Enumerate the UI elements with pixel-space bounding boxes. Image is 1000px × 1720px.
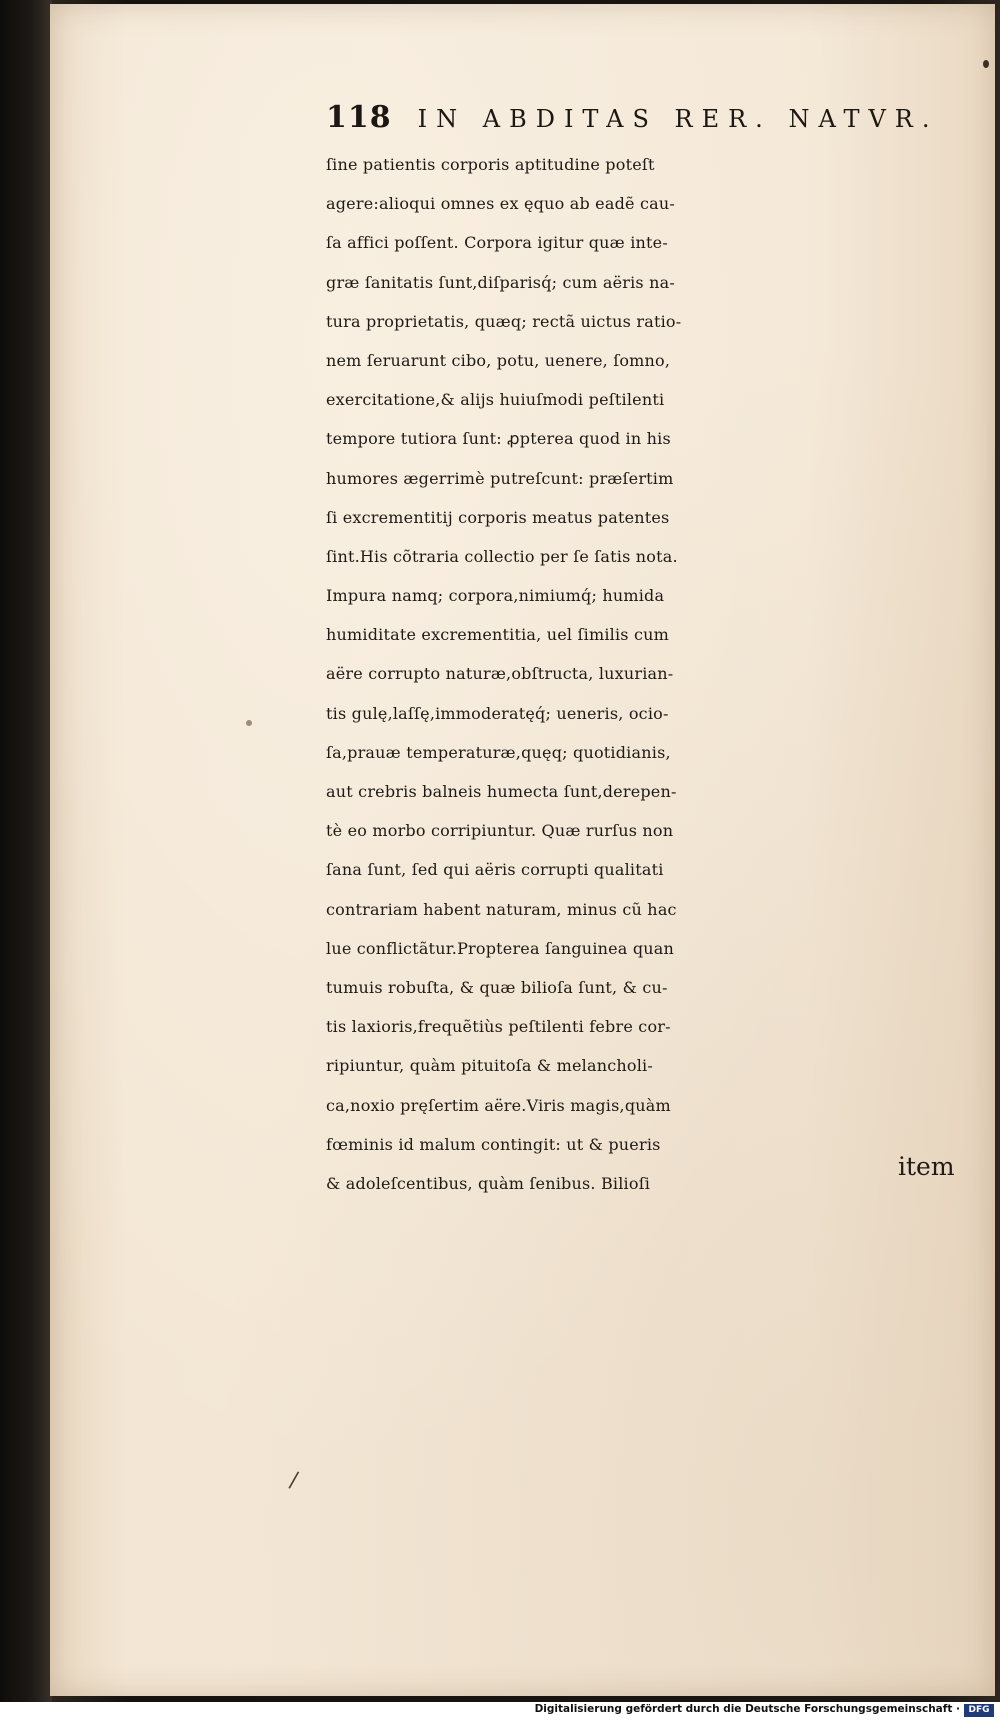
text-line: ſana ſunt, ſed qui aëris corrupti qualitati <box>326 860 664 880</box>
text-line: agere:alioqui omnes ex ęquo ab eadẽ cau- <box>326 194 675 214</box>
text-line: aut crebris balneis humecta ſunt,derepen- <box>326 782 677 801</box>
text-line: ca,noxio pręſertim aëre.Viris magis,quàm <box>326 1095 671 1115</box>
binding-edge <box>0 0 52 1702</box>
page-number: 118 <box>326 100 392 135</box>
pencil-mark: / <box>287 1467 300 1494</box>
text-line: lue conflictãtur.Propterea ſanguinea quan <box>326 938 675 958</box>
text-line: humiditate excrementitia, uel ſimilis cum <box>326 625 670 645</box>
text-line: ſint.His cõtraria collectio per ſe ſatis nota. <box>326 546 678 566</box>
body-text <box>326 145 986 1203</box>
catchword: item <box>898 1152 955 1181</box>
text-line: Impura namq; corpora,nimiumq́; humida <box>326 586 665 606</box>
text-line: ſine patientis corporis aptitudine poteſt <box>326 155 655 174</box>
text-line: ſi excrementitij corporis meatus patentes <box>326 507 670 527</box>
funding-credit: Digitalisierung gefördert durch die Deutsche Forschungsgemeinschaft · <box>534 1703 960 1715</box>
ink-spot <box>983 60 989 68</box>
text-line: & adoleſcentibus, quàm ſenibus. Bilioſi <box>326 1173 651 1193</box>
text-line: tè eo morbo corripiuntur. Quæ rurſus non <box>326 821 674 841</box>
text-line: nem ſeruarunt cibo, potu, uenere, ſomno, <box>326 350 671 370</box>
text-line: tempore tutiora ſunt: ꝓpterea quod in his <box>326 429 671 449</box>
text-line: humores ægerrimè putreſcunt: præſertim <box>326 468 674 488</box>
text-line: tis gulę,laſſę,immoderatęq́; ueneris, ocio- <box>326 703 669 723</box>
text-line: contrariam habent naturam, minus cũ hac <box>326 899 677 919</box>
dfg-logo: DFG <box>964 1704 994 1717</box>
text-line: ripiuntur, quàm pituitoſa & melancholi- <box>326 1056 653 1076</box>
text-line: tumuis robuſta, & quæ bilioſa ſunt, & cu- <box>326 977 668 997</box>
text-line: tis laxioris,frequẽtiùs peſtilenti febre cor- <box>326 1017 671 1037</box>
text-line: tura proprietatis, quæq; rectã uictus ratio- <box>326 311 682 331</box>
page-header <box>326 100 946 140</box>
text-line: exercitatione,& alijs huiuſmodi peſtilenti <box>326 390 665 410</box>
text-line: ſa affici poſſent. Corpora igitur quæ inte- <box>326 233 668 253</box>
running-head: IN ABDITAS RER. NATVR. <box>417 105 939 133</box>
text-line: græ ſanitatis ſunt,diſparisq́; cum aëris na- <box>326 272 675 292</box>
text-line: aëre corrupto naturæ,obſtructa, luxurian- <box>326 664 674 684</box>
stain-dot <box>246 720 252 726</box>
text-line: ſa,prauæ temperaturæ,quęq; quotidianis, <box>326 742 671 762</box>
text-line: fœminis id malum contingit: ut & pueris <box>326 1134 661 1154</box>
